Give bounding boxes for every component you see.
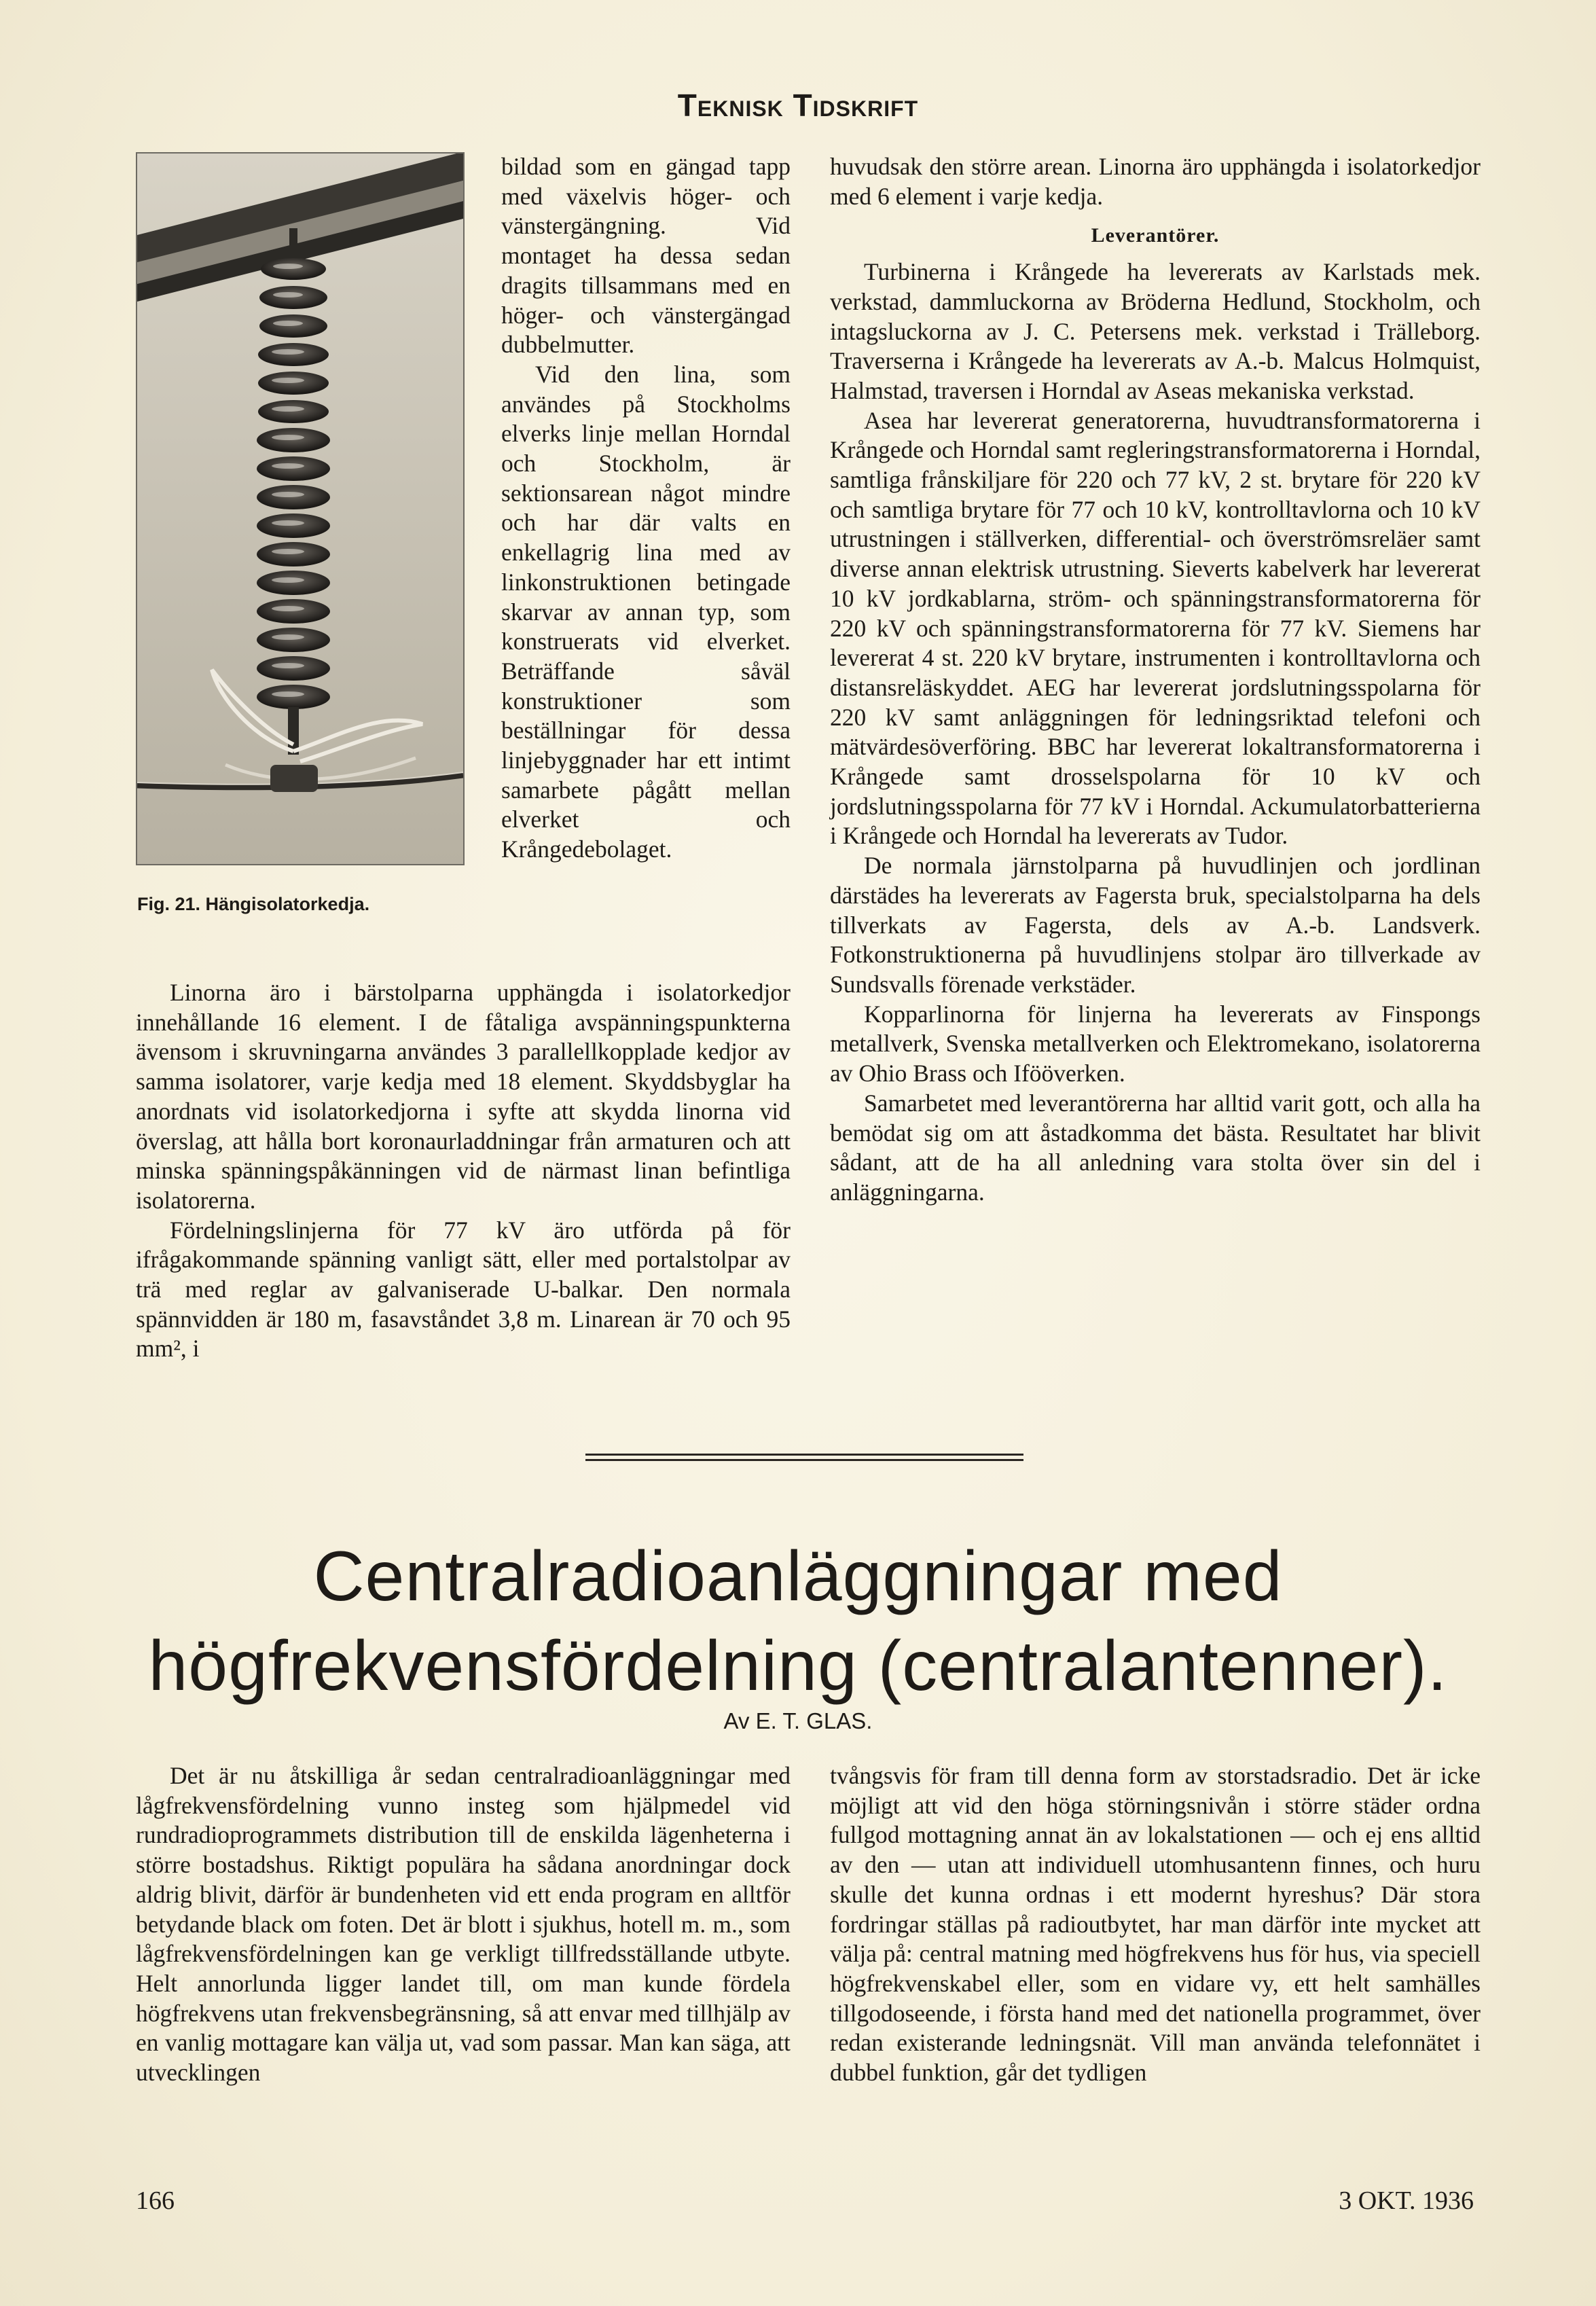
section-subheading: Leverantörer. [1091, 224, 1220, 247]
figure-caption: Fig. 21. Hängisolatorkedja. [137, 894, 370, 914]
paragraph: Det är nu åtskilliga år sedan centralradioanläggningar med lågfrekvensfördelning vunno insteg som hjälpmedel vid rundradioprogrammets distribution till de enskilda lägenheterna i större bostadshus. Riktigt populära ha sådana anordningar dock aldrig blivit, därför är bundenheten vid ett enda program en alltför betydande black om foten. Det är blott i sjukhus, hotell m. m., som lågfrekvensfördelningen kan ge verkligt tillfredsställande utbyte. Helt annorlunda ligger landet till, om man kunde fördela högfrekvens utan frekvensbegränsning, så att envar med tillhjälp av en vanlig mottagare kan välja ut, vad som passar. Man kan säga, att utvecklingen [136, 1762, 791, 2087]
paragraph: Turbinerna i Krångede ha levererats av Karlstads mek. verkstad, dammluckorna av Bröderna Hedlund, Stockholm, och intagsluckorna av J. C. Petersens mek. verkstad i Trälleborg. Traverserna i Krångede ha levererats av A.-b. Malcus Holmquist, Halmstad, traversen i Horndal av Aseas mekaniska verkstad. [830, 258, 1481, 404]
article-title: Centralradioanläggningar med högfrekvensfördelning (centralantenner). [148, 1537, 1448, 1706]
article-author: Av E. T. GLAS. [723, 1708, 873, 1733]
paragraph: De normala järnstolparna på huvudlinjen och jordlinan därstädes ha levererats av Fagersta bruk, specialstolparna ha dels tillverkats av Fagersta, dels av A.-b. Landsverk. Fotkonstruktionerna på huvudlinjens stolpar äro tillverkade av Sundsvalls förenade verkstäder. [830, 852, 1481, 998]
journal-title: Teknisk Tidskrift [677, 88, 919, 123]
section-divider [585, 1454, 1023, 1461]
paragraph: Kopparlinorna för linjerna ha levererats av Finspongs metallverk, Svenska metallverken och Elektromekano, isolatorerna av Ohio Brass och Ifööverken. [830, 1000, 1481, 1087]
paragraph: Linorna äro i bärstolparna upphängda i isolatorkedjor innehållande 16 element. I de fåtaliga avspänningspunkterna ävensom i skruvningarna användes 3 parallellkopplade kedjor av samma isolatorer, varje kedja med 18 element. Skyddsbyglar ha anordnats vid isolatorkedjorna i syfte att skydda linorna vid överslag, att hålla bort koronaurladdningar från armaturen och att minska spänningspåkänningen vid de närmast linan befintliga isolatorerna. [136, 979, 791, 1214]
paragraph: tvångsvis för fram till denna form av storstadsradio. Det är icke möjligt att vid den höga störningsnivån i större städer ordna fullgod mottagning annat än av lokalstationen — och ej ens alltid av den — utan att individuell utomhusantenn finnes, och huru skulle det kunna ordnas i ett modernt hyreshus? Där stora fordringar ställas på radioutbytet, har man därför inte mycket att välja på: central matning med högfrekvens hus för hus, via speciell högfrekvenskabel eller, som en vidare vy, ett helt samhälles tillgodoseende, i första hand med det nationella programmet, över redan existerande ledningsnät. Vill man använda telefonnätet i dubbel funktion, går det tydligen [830, 1762, 1481, 2087]
article-left-column [136, 1761, 791, 2088]
text-beside-figure [501, 152, 791, 865]
right-column-text [830, 152, 1481, 1208]
article-right-column [830, 1761, 1481, 2088]
insulator-chain-figure [136, 152, 465, 865]
issue-date: 3 OKT. 1936 [1339, 2186, 1474, 2215]
page-number: 166 [136, 2186, 175, 2215]
paragraph: Asea har levererat generatorerna, huvudtransformatorerna i Krångede och Horndal samt regleringstransformatorerna i Horndal, samtliga frånskiljare för 220 och 77 kV, 2 st. brytare för 220 kV och samtliga brytare för 77 och 10 kV, kontrolltavlorna och 10 kV utrustningen i ställverken, differential- och överströmsreläer samt diverse annan elektrisk utrustning. Sieverts kabelverk har levererat 10 kV jordkablarna, ström- och spänningstransformatorerna för 220 kV och spänningstransformatorerna för 77 kV. Siemens har levererat 4 st. 220 kV brytare, instrumenten i kontrolltavlorna och distansreläskyddet. AEG har levererat jordslutningsspolarna för 220 kV samt anläggningen för ledningsriktad telefoni och mätvärdesöverföring. BBC har levererat lokaltransformatorerna i Krångede samt drosselspolarna för 10 kV och jordslutningsspolarna för 77 kV i Horndal. Ackumulatorbatterierna i Krångede och Horndal ha levererats av Tudor. [830, 406, 1481, 850]
paragraph: huvudsak den större arean. Linorna äro upphängda i isolatorkedjor med 6 element i varje kedja. [830, 153, 1481, 210]
left-column-text [136, 978, 791, 1364]
insulator-chain-illustration [137, 154, 463, 864]
paragraph: Fördelningslinjerna för 77 kV äro utförda på för ifrågakommande spänning vanligt sätt, eller med portalstolpar av trä med reglar av galvaniserade U-balkar. Den normala spännvidden är 180 m, fasavståndet 3,8 m. Linarean är 70 och 95 mm², i [136, 1216, 791, 1363]
paragraph: Samarbetet med leverantörerna har alltid varit gott, och alla ha bemödat sig om att åstadkomma det bästa. Resultatet har blivit sådant, att de ha all anledning vara stolta över sin del i anläggningarna. [830, 1089, 1481, 1206]
paragraph: Vid den lina, som användes på Stockholms elverks linje mellan Horndal och Stockholm, är sektionsarean något mindre och har där valts en enkellagrig lina med av linkonstruktionen betingade skarvar av annan typ, som konstruerats vid elverket. Beträffande såväl konstruktioner som beställningar för dessa linjebyggnader har ett intimt samarbete pågått mellan elverket och Krångedebolaget. [501, 360, 791, 863]
paragraph: bildad som en gängad tapp med växelvis höger- och vänstergängning. Vid montaget ha dessa sedan dragits tillsammans med en höger- och vänstergängad dubbelmutter. [501, 153, 791, 359]
